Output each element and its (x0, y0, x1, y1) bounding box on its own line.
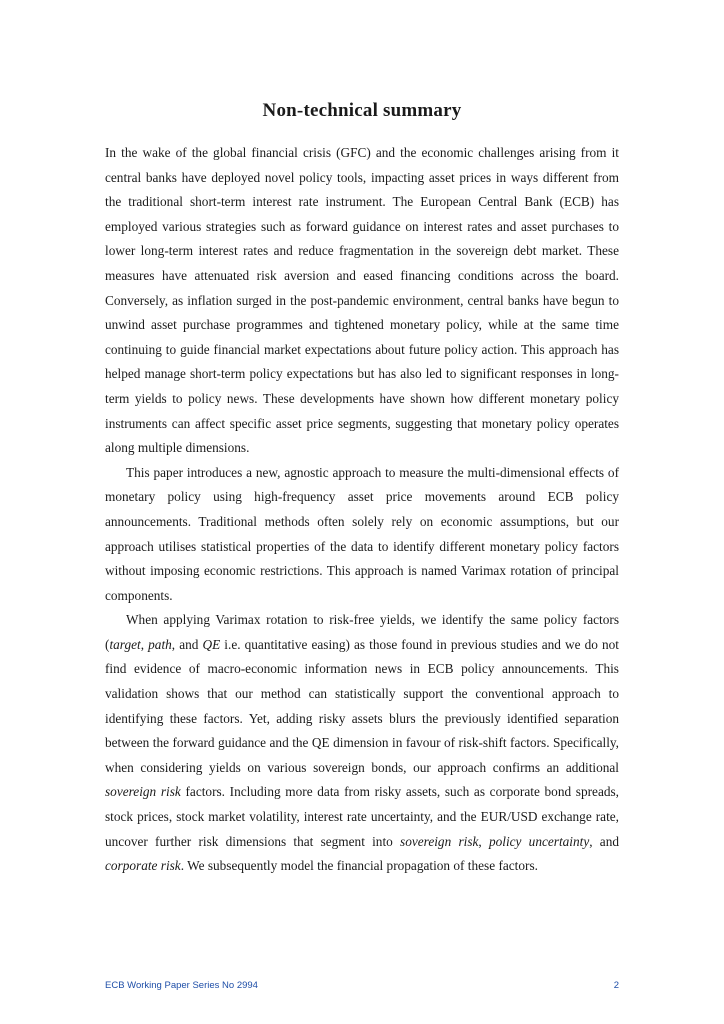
term-path: path (148, 636, 172, 652)
term-policy-uncertainty: policy uncertainty (488, 833, 590, 849)
text-run: i.e. quantitative easing) as those found in previous studies and we do not find evidence of macro-economic information news in ECB policy announcements. This validation shows that our method can statistically support the conventional approach to identifying these factors. Yet, adding risky assets blurs the previously identified separation between the forward guidance and the QE dimension in favour of risk-shift factors. Specifically, when considering yields on various sovereign bonds, our approach confirms an additional (105, 636, 620, 775)
text-run: , and (171, 636, 203, 652)
footer-page-number: 2 (613, 980, 619, 991)
term-qe: QE (202, 636, 221, 652)
paragraph-1: In the wake of the global financial crisis (GFC) and the economic challenges arising from it central banks have deployed novel policy tools, impacting asset prices in ways different from the traditional short-term interest rate instrument. The European Central Bank (ECB) has employed various strategies such as forward guidance on interest rates and asset purchases to lower long-term interest rates and reduce fragmentation in the sovereign debt market. These measures have attenuated risk aversion and eased financing conditions across the board. Conversely, as inflation surged in the post-pandemic environment, central banks have begun to unwind asset purchase programmes and tightened monetary policy, while at the same time continuing to guide financial market expectations about future policy action. This approach has helped manage short-term policy expectations but has also led to significant responses in long-term yields to policy news. These developments have shown how different monetary policy instruments can affect specific asset price segments, suggesting that monetary policy operates along multiple dimensions. (105, 145, 619, 456)
page-title: Non-technical summary (262, 100, 462, 121)
term-sovereign-risk: sovereign risk (105, 784, 181, 800)
paragraph-2: This paper introduces a new, agnostic approach to measure the multi-dimensional effects of monetary policy using high-frequency asset price movements around ECB policy announcements. Traditional methods often solely rely on economic assumptions, but our approach utilises statistical properties of the data to identify different monetary policy factors without imposing economic restrictions. This approach is named Varimax rotation of principal components. (105, 464, 619, 603)
text-run: , (478, 833, 489, 849)
summary-body (105, 141, 619, 879)
text-run: , (140, 636, 149, 652)
paragraph-3 (105, 608, 619, 879)
term-sovereign-risk: sovereign risk (400, 833, 479, 849)
text-run: , and (589, 833, 619, 849)
text-run: factors. Including more data from risky assets, such as corporate bond spreads, stock prices, stock market volatility, interest rate uncertainty, and the EUR/USD exchange rate, uncover further risk dimensions that segment into (105, 784, 619, 849)
text-run: When applying Varimax rotation to risk-free yields, we identify the same policy factors ( (105, 612, 619, 652)
term-corporate-risk: corporate risk (105, 858, 181, 874)
text-run: . We subsequently model the financial propagation of these factors. (180, 858, 538, 874)
term-target: target (109, 636, 141, 652)
footer-series: ECB Working Paper Series No 2994 (105, 980, 258, 991)
